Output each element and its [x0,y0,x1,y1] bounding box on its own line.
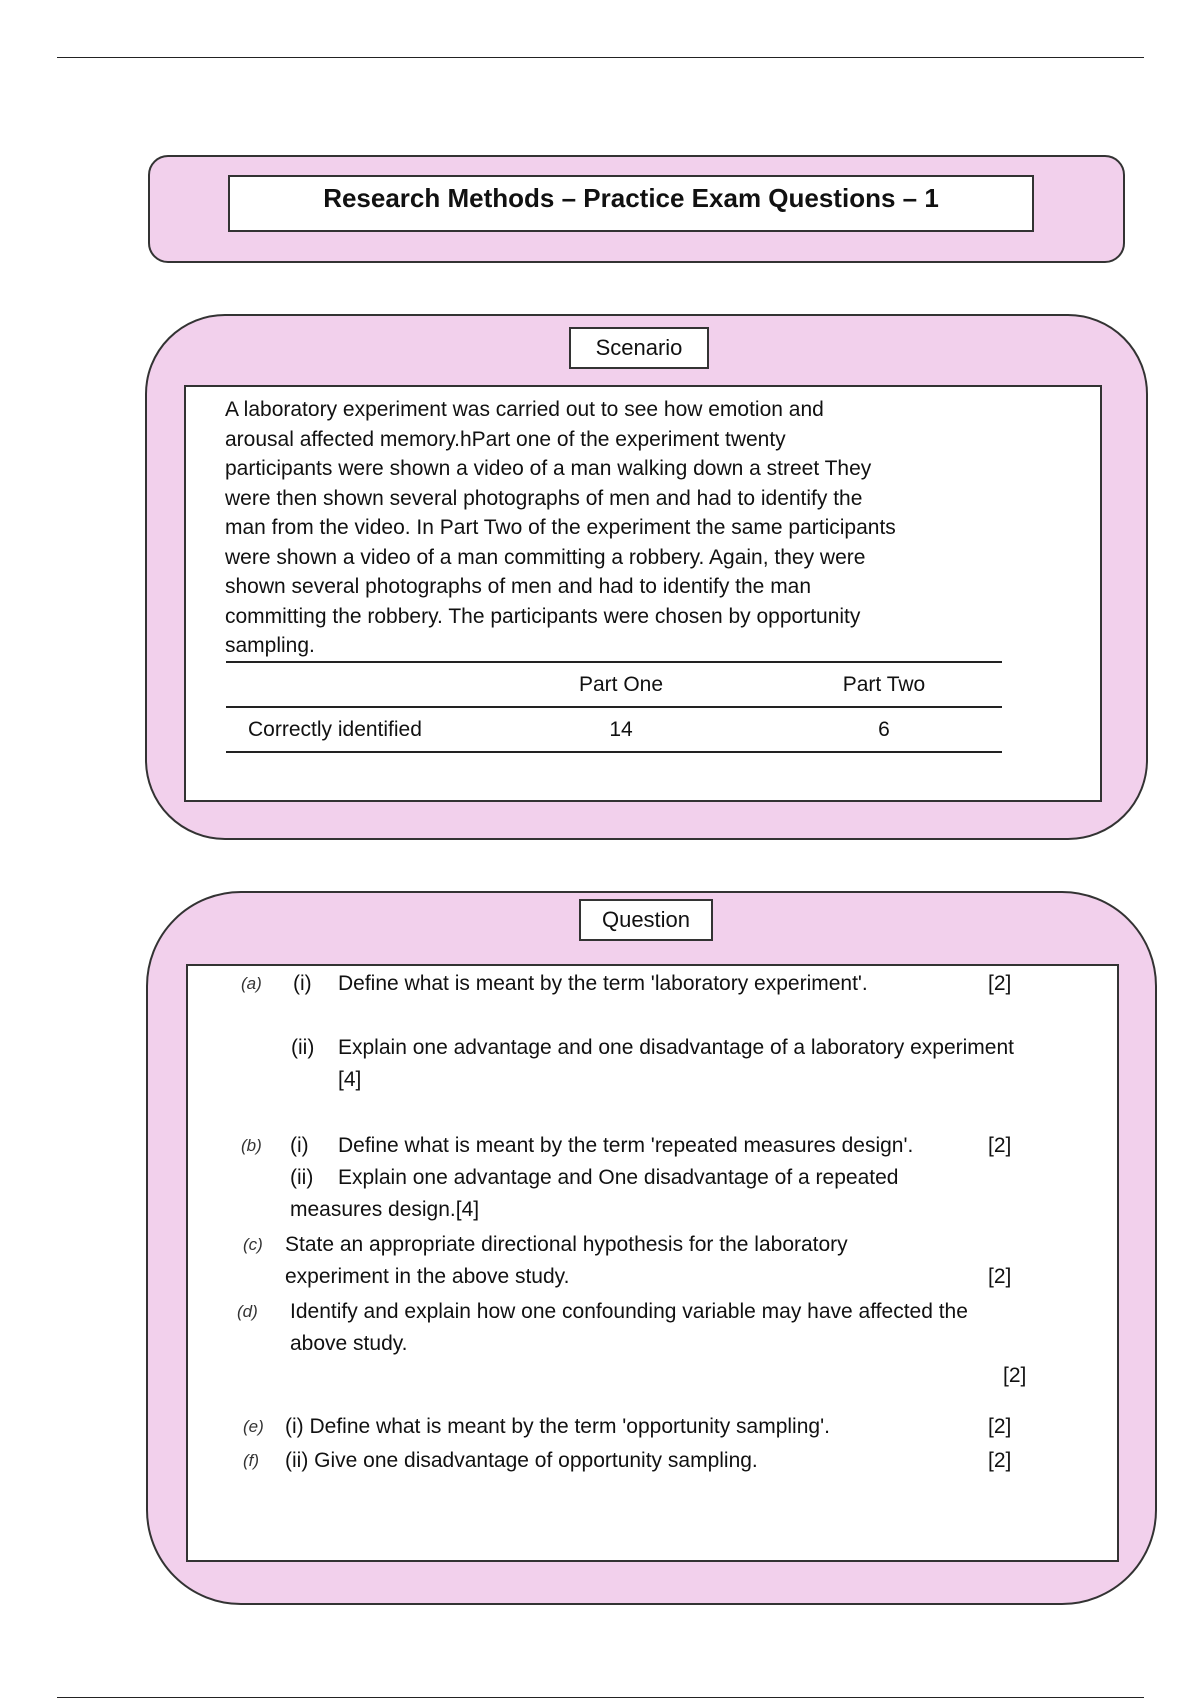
question-letter: (c) [243,1235,263,1254]
table-header-part-one: Part One [578,672,664,696]
table-row-label: Correctly identified [248,717,422,741]
scenario-line: sampling. [225,634,315,657]
bottom-rule [57,1697,1144,1698]
page-title: Research Methods – Practice Exam Questions – 1 [228,175,1034,232]
table-row [226,707,1002,752]
question-text: Define what is meant by the term 'laboratory experiment'. [338,972,868,995]
scenario-label: Scenario [569,327,709,369]
question-text: Explain one advantage and one disadvantage of a laboratory experiment [338,1036,1014,1059]
question-marks: [2] [988,1415,1012,1438]
question-text-cont: above study. [290,1332,408,1355]
question-text: (i) Define what is meant by the term 'opportunity sampling'. [285,1415,830,1438]
question-sub: (i) [293,972,312,995]
scenario-line: shown several photographs of men and had to identify the man [225,575,812,598]
question-sub: (ii) [291,1036,315,1059]
question-letter: (d) [237,1302,258,1321]
scenario-line: A laboratory experiment was carried out to see how emotion and [225,398,824,421]
scenario-line: were then shown several photographs of men and had to identify the [225,486,863,510]
question-marks: [2] [988,1449,1012,1472]
scenario-line: were shown a video of a man committing a robbery. Again, they were [225,545,866,569]
question-sub: (ii) [290,1166,314,1189]
question-marks: [2] [988,972,1012,995]
scenario-text [225,395,1005,661]
table-cell-part-two: 6 [878,717,890,741]
question-text: Identify and explain how one confounding variable may have affected the [290,1300,968,1323]
question-letter: (f) [243,1451,260,1470]
question-text-cont: experiment in the above study. [285,1265,570,1288]
question-text: (ii) Give one disadvantage of opportunity sampling. [285,1449,758,1472]
question-text: Explain one advantage and One disadvantage of a repeated [338,1166,899,1189]
question-letter: (a) [241,974,262,993]
scenario-line: man from the video. In Part Two of the experiment the same participants [225,516,896,539]
scenario-line: arousal affected memory.hPart one of the experiment twenty [225,427,786,451]
table-cell-part-one: 14 [609,717,633,741]
table-header-row [226,662,1002,707]
scenario-line: committing the robbery. The participants were chosen by opportunity [225,604,861,628]
question-marks: [2] [988,1134,1012,1157]
question-text-cont: measures design.[4] [290,1198,480,1221]
question-letter: (b) [241,1136,262,1155]
question-sub: (i) [290,1134,309,1157]
question-marks: [2] [1003,1364,1027,1387]
question-label: Question [579,899,713,941]
scenario-line: participants were shown a video of a man walking down a street They [225,457,872,480]
results-table [226,661,1002,753]
table-header-blank [226,662,516,707]
table-header-part-two: Part Two [842,672,926,696]
question-marks: [2] [988,1265,1012,1288]
question-letter: (e) [243,1417,264,1436]
question-text-cont: [4] [338,1068,362,1091]
question-text: Define what is meant by the term 'repeated measures design'. [338,1134,914,1157]
top-rule [57,57,1144,58]
question-text: State an appropriate directional hypothesis for the laboratory [285,1233,848,1256]
